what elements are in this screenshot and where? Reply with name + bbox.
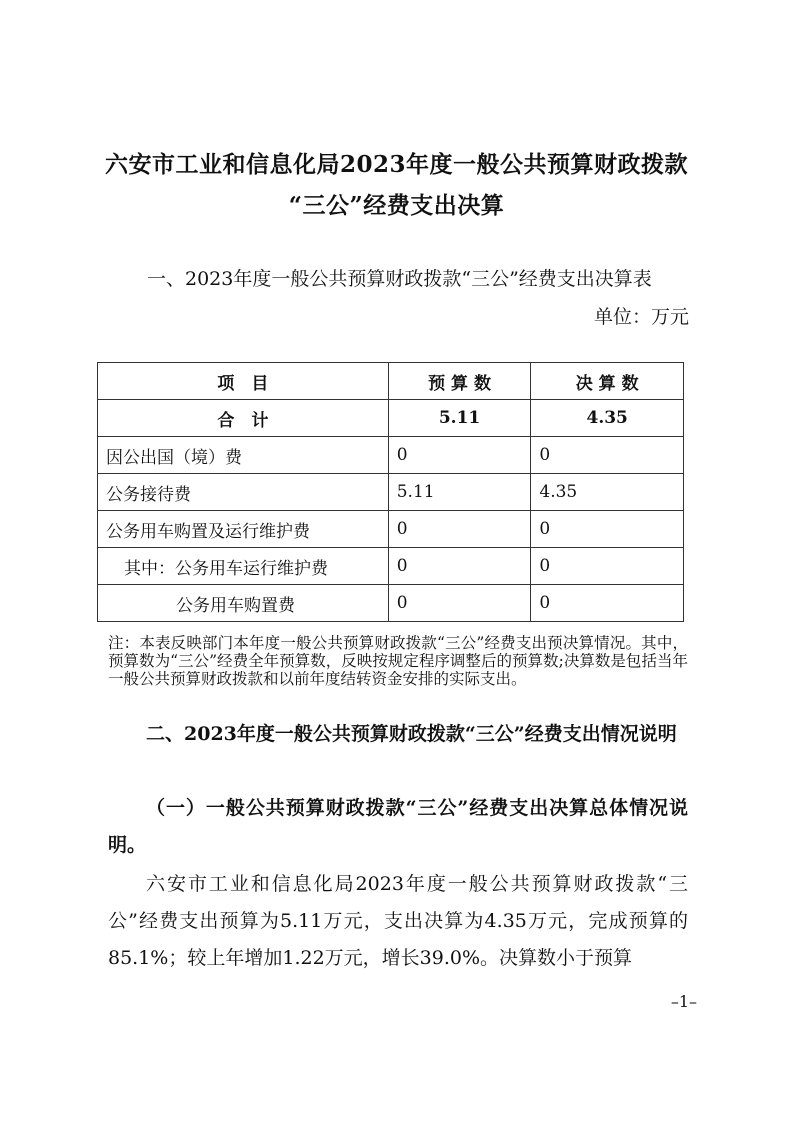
table-row <box>98 585 684 622</box>
row-budget: 0 <box>388 548 531 585</box>
row-final: 0 <box>531 511 684 548</box>
section-2-heading: 二、2023年度一般公共预算财政拨款“三公”经费支出情况说明 <box>146 723 677 745</box>
total-final: 4.35 <box>531 400 684 437</box>
row-budget: 0 <box>388 511 531 548</box>
row-final: 0 <box>531 437 684 474</box>
row-label: 其中：公务用车运行维护费 <box>98 548 389 585</box>
row-label: 公务接待费 <box>98 474 389 511</box>
table-row <box>98 474 684 511</box>
row-label: 因公出国（境）费 <box>98 437 389 474</box>
table-row <box>98 511 684 548</box>
table-row <box>98 548 684 585</box>
body-paragraph: 六安市工业和信息化局2023年度一般公共预算财政拨款“三公”经费支出预算为5.11万元，支出决算为4.35万元，完成预算的85.1%；较上年增加1.22万元，增长39.0%。决算数小于预算 <box>108 873 688 969</box>
total-label: 合 计 <box>98 400 389 437</box>
total-budget: 5.11 <box>388 400 531 437</box>
unit-label: 单位：万元 <box>593 306 689 328</box>
page-number: –1– <box>670 992 697 1011</box>
row-final: 4.35 <box>531 474 684 511</box>
budget-table <box>97 362 684 622</box>
document-title-line-2: “三公”经费支出决算 <box>288 192 505 219</box>
row-budget: 5.11 <box>388 474 531 511</box>
table-note: 注：本表反映部门本年度一般公共预算财政拨款“三公”经费支出预决算情况。其中，预算数为“三公”经费全年预算数，反映按规定程序调整后的预算数;决算数是包括当年一般公共预算财政拨款和以前年度结转资金安排的实际支出。 <box>108 634 688 688</box>
header-budget: 预 算 数 <box>388 363 531 400</box>
row-budget: 0 <box>388 437 531 474</box>
row-budget: 0 <box>388 585 531 622</box>
table-row <box>98 437 684 474</box>
table-header-row <box>98 363 684 400</box>
subsection-1-heading: （一）一般公共预算财政拨款“三公”经费支出决算总体情况说明。 <box>108 797 688 856</box>
document-title-line-1: 六安市工业和信息化局2023年度一般公共预算财政拨款 <box>104 151 688 178</box>
table-total-row <box>98 400 684 437</box>
row-label: 公务用车购置及运行维护费 <box>98 511 389 548</box>
section-1-heading: 一、2023年度一般公共预算财政拨款“三公”经费支出决算表 <box>147 268 652 290</box>
row-label: 公务用车购置费 <box>98 585 389 622</box>
row-final: 0 <box>531 585 684 622</box>
header-item: 项 目 <box>98 363 389 400</box>
header-final: 决 算 数 <box>531 363 684 400</box>
row-final: 0 <box>531 548 684 585</box>
